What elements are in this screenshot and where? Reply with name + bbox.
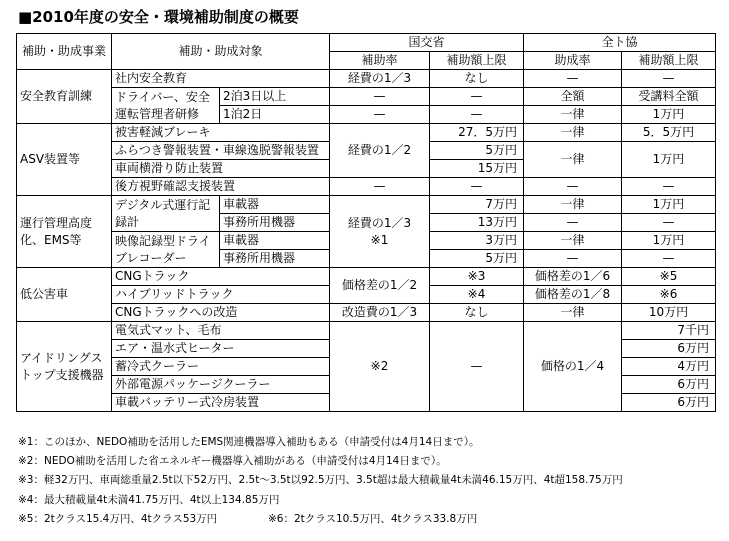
cell: — <box>622 250 716 268</box>
cell: なし <box>430 70 524 88</box>
cell: 15万円 <box>430 160 524 178</box>
cell: 5．5万円 <box>622 124 716 142</box>
cell: 10万円 <box>622 304 716 322</box>
target-in-house: 社内安全教育 <box>112 70 330 88</box>
target-heater: エア・温水式ヒーター <box>112 340 330 358</box>
footnote-1: ※1：このほか、NEDO補助を活用したEMS関連機器導入補助もある（申請受付は4月14日まで）。 <box>18 436 480 448</box>
cell: 全額 <box>524 88 622 106</box>
page-title: ■2010年度の安全・環境補助制度の概要 <box>18 8 299 26</box>
cell: — <box>524 214 622 232</box>
header-grant-limit: 補助額上限 <box>622 52 716 70</box>
target-office: 事務所用機器 <box>220 214 330 232</box>
cell: 価格差の1／8 <box>524 286 622 304</box>
target-onboard: 車載器 <box>220 196 330 214</box>
target-driver-training: ドライバー、安全運転管理者研修 <box>112 88 220 124</box>
cell: 27．5万円 <box>430 124 524 142</box>
cell: — <box>524 178 622 196</box>
table-row <box>17 124 716 142</box>
table-row <box>17 304 716 322</box>
cell: ※2 <box>330 322 430 412</box>
cell: ※3 <box>430 268 524 286</box>
cell: 3万円 <box>430 232 524 250</box>
cell: — <box>622 178 716 196</box>
target-cooler: 蓄冷式クーラー <box>112 358 330 376</box>
footnote-2: ※2：NEDO補助を活用した省エネルギー機器導入補助がある（申請受付は4月14日まで）。 <box>18 455 447 468</box>
cell: なし <box>430 304 524 322</box>
target-brake: 被害軽減ブレーキ <box>112 124 330 142</box>
cell: ※6 <box>622 286 716 304</box>
cell: — <box>622 70 716 88</box>
cell: 6万円 <box>622 376 716 394</box>
cell: 1万円 <box>622 196 716 214</box>
program-idling-stop: アイドリングストップ支援機器 <box>17 322 112 412</box>
program-low-pollution: 低公害車 <box>17 268 112 322</box>
header-rate: 補助率 <box>330 52 430 70</box>
header-jta: 全ト協 <box>524 34 716 52</box>
header-grant-rate: 助成率 <box>524 52 622 70</box>
target-skid: 車両横滑り防止装置 <box>112 160 330 178</box>
cell: 経費の1／3 <box>330 70 430 88</box>
table-row <box>17 196 716 214</box>
subsidy-table <box>16 33 716 412</box>
target-warning: ふらつき警報装置・車線逸脱警報装置 <box>112 142 330 160</box>
cell: 改造費の1／3 <box>330 304 430 322</box>
target-retrofit: CNGトラックへの改造 <box>112 304 330 322</box>
header-limit: 補助額上限 <box>430 52 524 70</box>
target-rear: 後方視野確認支援装置 <box>112 178 330 196</box>
cell: — <box>430 106 524 124</box>
table-row <box>17 88 716 106</box>
target-external: 外部電源パッケージクーラー <box>112 376 330 394</box>
target-onboard: 車載器 <box>220 232 330 250</box>
cell: 7千円 <box>622 322 716 340</box>
table-row <box>17 178 716 196</box>
target-battery: 車載バッテリー式冷房装置 <box>112 394 330 412</box>
program-asv: ASV装置等 <box>17 124 112 196</box>
footnote-6: ※6：2tクラス10.5万円、4tクラス33.8万円 <box>268 512 478 525</box>
footnote-5-6 <box>18 510 623 529</box>
target-hybrid: ハイブリッドトラック <box>112 286 330 304</box>
cell: 6万円 <box>622 340 716 358</box>
cell: 7万円 <box>430 196 524 214</box>
cell: — <box>330 106 430 124</box>
cell: 一律 <box>524 106 622 124</box>
cell: — <box>430 322 524 412</box>
target-video-recorder: 映像記録型ドライブレコーダー <box>112 232 220 268</box>
header-mlit: 国交省 <box>330 34 524 52</box>
cell: — <box>430 88 524 106</box>
header-row-1 <box>17 34 716 52</box>
cell: 価格差の1／2 <box>330 268 430 304</box>
cell: 5万円 <box>430 250 524 268</box>
cell: 6万円 <box>622 394 716 412</box>
cell: 4万円 <box>622 358 716 376</box>
cell: 5万円 <box>430 142 524 160</box>
footnote-3: ※3：軽32万円、車両総重量2.5t以下52万円、2.5t～3.5t以92.5万円、3.5t超は最大積載量4t未満46.15万円、4t超158.75万円 <box>18 474 623 487</box>
cell: 一律 <box>524 142 622 178</box>
table-row <box>17 322 716 340</box>
cell: 13万円 <box>430 214 524 232</box>
target-cng: CNGトラック <box>112 268 330 286</box>
cell: ※4 <box>430 286 524 304</box>
cell: 経費の1／3 <box>347 215 412 230</box>
footnote-5: ※5：2tクラス15.4万円、4tクラス53万円 <box>18 512 218 525</box>
cell: 一律 <box>524 124 622 142</box>
cell: 価格差の1／6 <box>524 268 622 286</box>
cell: 受講料全額 <box>622 88 716 106</box>
table-row <box>17 70 716 88</box>
target-course-2: 1泊2日 <box>220 106 330 124</box>
cell: — <box>330 88 430 106</box>
target-mat: 電気式マット、毛布 <box>112 322 330 340</box>
cell: 一律 <box>524 304 622 322</box>
cell: — <box>622 214 716 232</box>
cell: 1万円 <box>622 232 716 250</box>
cell: — <box>524 70 622 88</box>
cell: — <box>430 178 524 196</box>
cell: — <box>524 250 622 268</box>
cell: 1万円 <box>622 106 716 124</box>
footnotes <box>18 433 623 529</box>
cell: ※5 <box>622 268 716 286</box>
cell-ems-rate <box>330 196 430 268</box>
cell: 経費の1／2 <box>330 124 430 178</box>
program-safety: 安全教育訓練 <box>17 70 112 124</box>
header-program: 補助・助成事業 <box>17 34 112 70</box>
footnote-4: ※4：最大積載量4t未満41.75万円、4t以上134.85万円 <box>18 493 280 506</box>
cell: 一律 <box>524 232 622 250</box>
target-digital-recorder: デジタル式運行記録計 <box>112 196 220 232</box>
cell: 1万円 <box>622 142 716 178</box>
target-office: 事務所用機器 <box>220 250 330 268</box>
cell: 一律 <box>524 196 622 214</box>
cell: — <box>330 178 430 196</box>
program-ems: 運行管理高度化、EMS等 <box>17 196 112 268</box>
cell-note: ※1 <box>370 232 389 247</box>
header-target: 補助・助成対象 <box>112 34 330 70</box>
table-row <box>17 268 716 286</box>
cell: 価格の1／4 <box>524 322 622 412</box>
target-course-1: 2泊3日以上 <box>220 88 330 106</box>
